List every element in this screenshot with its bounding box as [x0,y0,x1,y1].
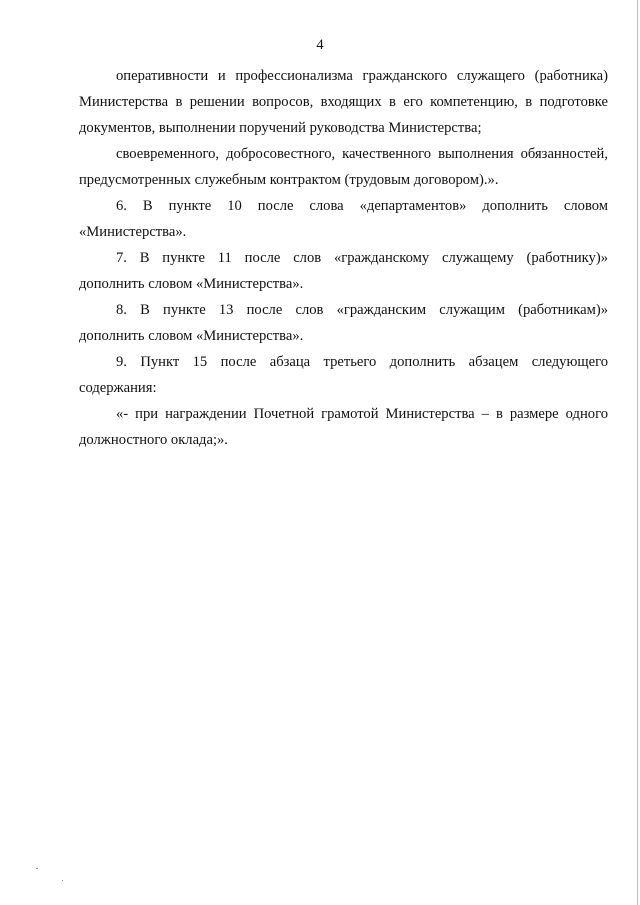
paragraph-line: дополнить словом «Министерства». [79,328,304,344]
paragraph-line: 9. Пункт 15 после абзаца третьего дополнить абзацем следующего [116,354,608,370]
paragraph-line: должностного оклада;». [79,432,228,448]
paragraph-efficiency [79,63,608,141]
page-edge [637,0,638,905]
scan-speck [62,880,63,881]
paragraph-item-6 [79,193,608,245]
paragraph-line: предусмотренных служебным контрактом (трудовым договором).». [79,172,499,188]
paragraph-line: документов, выполнении поручений руководства Министерства; [79,120,482,136]
paragraph-item-9 [79,349,608,401]
paragraph-line: содержания: [79,380,157,396]
paragraph-line: Министерства в решении вопросов, входящих в его компетенцию, в подготовке [79,94,608,110]
paragraph-quote [79,401,608,453]
scan-speck [36,868,38,869]
paragraph-item-8 [79,297,608,349]
paragraph-timely [79,141,608,193]
paragraph-line: «- при награждении Почетной грамотой Министерства – в размере одного [116,406,608,422]
document-body [79,63,608,453]
paragraph-line: своевременного, добросовестного, качественного выполнения обязанностей, [116,146,608,162]
paragraph-item-7 [79,245,608,297]
paragraph-line: 7. В пункте 11 после слов «гражданскому служащему (работнику)» [116,250,608,266]
paragraph-line: 8. В пункте 13 после слов «гражданским служащим (работникам)» [116,302,608,318]
page-number: 4 [316,37,324,53]
paragraph-line: «Министерства». [79,224,187,240]
paragraph-line: оперативности и профессионализма гражданского служащего (работника) [116,68,608,84]
paragraph-line: дополнить словом «Министерства». [79,276,304,292]
paragraph-line: 6. В пункте 10 после слова «департаментов» дополнить словом [116,198,608,214]
